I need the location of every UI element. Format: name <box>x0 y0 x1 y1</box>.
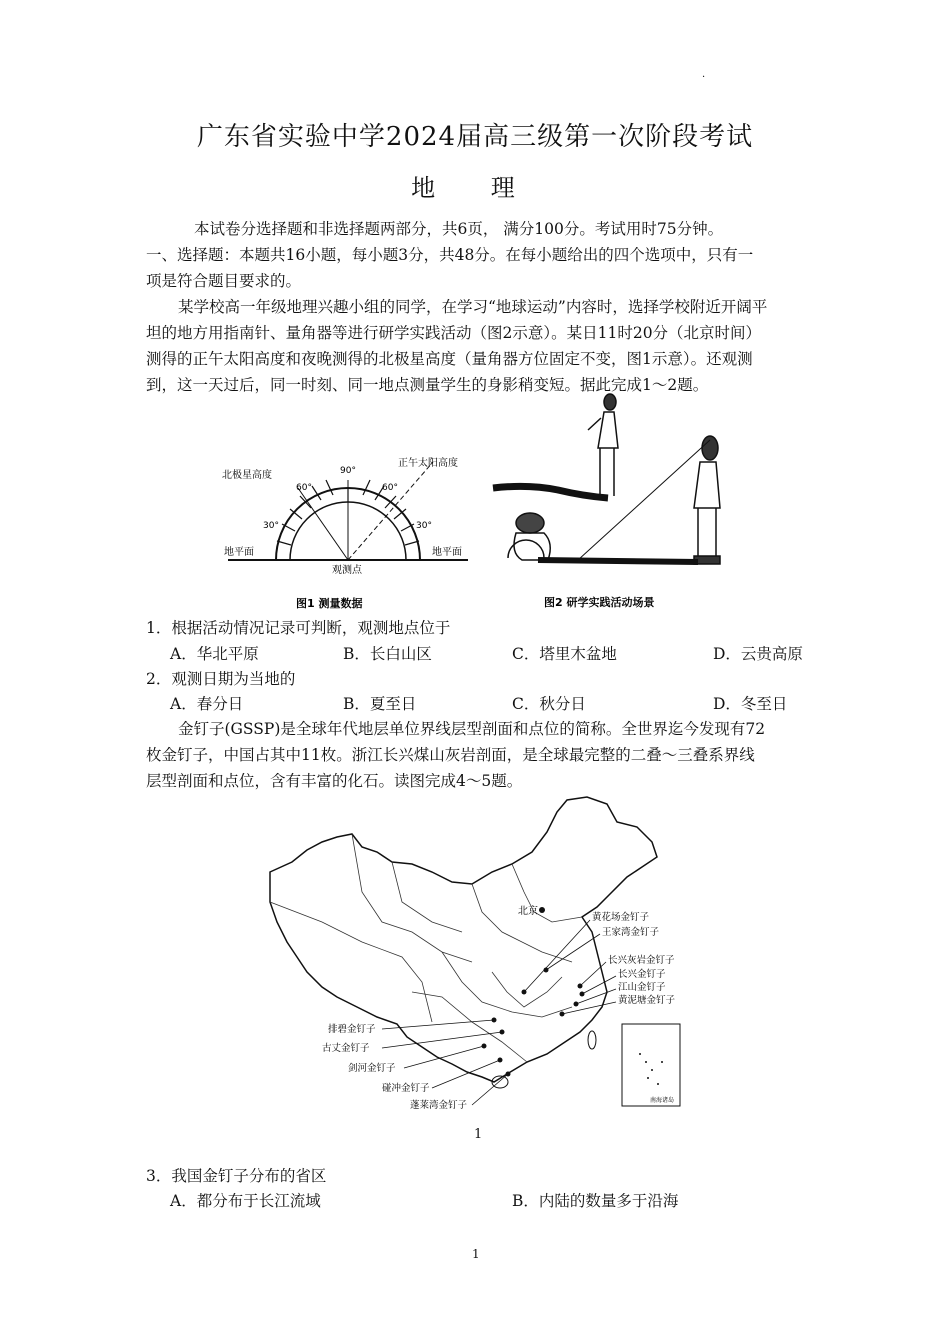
passage1-line: 测得的正午太阳高度和夜晚测得的北极星高度（量角器方位固定不变，图1示意）。还观测 <box>146 350 753 368</box>
passage1-line: 某学校高一年级地理兴趣小组的同学，在学习“地球运动”内容时，选择学校附近开阔平 <box>178 298 768 316</box>
page-number: 1 <box>472 1247 480 1261</box>
subject-title: 地 理 <box>411 174 539 202</box>
gssp-label: 黄花场金钉子 <box>592 912 650 923</box>
q2-option-d[interactable]: D．冬至日 <box>713 695 788 713</box>
figure2-scene <box>488 388 728 616</box>
gssp-label: 碰冲金钉子 <box>382 1083 430 1094</box>
intro-text: 本试卷分选择题和非选择题两部分，共6页， 满分100分。考试用时75分钟。 <box>194 220 724 238</box>
label-deg-30-right: 30° <box>416 521 432 531</box>
label-horizon-right: 地平面 <box>432 547 462 558</box>
passage1-line: 到，这一天过后，同一时刻、同一地点测量学生的身影稍变短。据此完成1～2题。 <box>146 376 709 394</box>
china-gssp-map <box>262 792 702 1112</box>
exam-title: 广东省实验中学2024届高三级第一次阶段考试 <box>196 122 754 152</box>
student-shadow <box>538 560 698 562</box>
q3-option-b[interactable]: B．内陆的数量多于沿海 <box>512 1192 679 1210</box>
beijing-marker <box>539 907 545 913</box>
gssp-label: 黄泥塘金钉子 <box>618 995 676 1006</box>
gssp-label: 古丈金钉子 <box>322 1043 370 1054</box>
section1-line2: 项是符合题目要求的。 <box>146 272 302 290</box>
figure1-protractor <box>218 440 478 615</box>
gssp-label: 蓬莱湾金钉子 <box>410 1100 468 1111</box>
figure1-caption: 图1 测量数据 <box>296 597 363 610</box>
student-shadow <box>493 486 608 498</box>
figure2-caption: 图2 研学实践活动场景 <box>544 596 655 609</box>
student-figure <box>694 436 720 564</box>
label-noon-sun: 正午太阳高度 <box>398 458 458 469</box>
q3-stem: 3．我国金钉子分布的省区 <box>146 1167 327 1185</box>
taiwan-island <box>588 1031 596 1049</box>
label-polaris: 北极星高度 <box>222 470 272 481</box>
q1-option-d[interactable]: D．云贵高原 <box>713 645 803 663</box>
polaris-angle-line <box>298 488 348 560</box>
label-deg-60-right: 60° <box>382 483 398 493</box>
province-borders <box>270 834 582 1062</box>
gssp-label: 江山金钉子 <box>618 982 666 993</box>
beijing-label: 北京 <box>518 906 538 917</box>
passage1-line: 坦的地方用指南针、量角器等进行研学实践活动（图2示意）。某日11时20分（北京时间） <box>146 324 762 342</box>
q2-option-c[interactable]: C．秋分日 <box>512 695 586 713</box>
passage2-line: 枚金钉子，中国占其中11枚。浙江长兴煤山灰岩剖面，是全球最完整的二叠～三叠系界线 <box>146 746 755 764</box>
inset-label: 南海诸岛 <box>650 1097 675 1104</box>
inset-islands <box>639 1053 663 1085</box>
q1-stem: 1．根据活动情况记录可判断，观测地点位于 <box>146 619 451 637</box>
q2-option-b[interactable]: B．夏至日 <box>343 695 417 713</box>
noon-sun-angle-line <box>348 462 433 560</box>
header-dot: · <box>702 72 706 83</box>
leader-lines <box>382 920 616 1105</box>
crouching-student <box>508 513 550 560</box>
q2-option-a[interactable]: A．春分日 <box>170 695 244 713</box>
q1-option-a[interactable]: A．华北平原 <box>170 645 259 663</box>
gssp-label: 剑河金钉子 <box>348 1063 396 1074</box>
q3-option-a[interactable]: A．都分布于长江流域 <box>170 1192 321 1210</box>
passage2-line: 金钉子(GSSP)是全球年代地层单位界线层型剖面和点位的简称。全世界迄今发现有72 <box>178 720 766 738</box>
label-deg-90: 90° <box>340 466 356 476</box>
gssp-label: 王家湾金钉子 <box>602 927 660 938</box>
label-horizon-left: 地平面 <box>224 547 254 558</box>
south-china-sea-inset <box>622 1024 680 1106</box>
gssp-label: 长兴灰岩金钉子 <box>608 955 675 966</box>
map-figure-number: 1 <box>474 1127 483 1142</box>
label-deg-60-left: 60° <box>296 483 312 493</box>
q2-stem: 2．观测日期为当地的 <box>146 670 296 688</box>
q1-option-b[interactable]: B．长白山区 <box>343 645 432 663</box>
section1-line1: 一、选择题：本题共16小题，每小题3分，共48分。在每小题给出的四个选项中，只有一 <box>146 246 754 264</box>
student-figure <box>588 394 618 496</box>
label-observer: 观测点 <box>332 565 362 576</box>
label-deg-30-left: 30° <box>263 521 279 531</box>
passage2-line: 层型剖面和点位，含有丰富的化石。读图完成4～5题。 <box>146 772 523 790</box>
gssp-label: 长兴金钉子 <box>618 969 666 980</box>
q1-option-c[interactable]: C．塔里木盆地 <box>512 645 617 663</box>
china-outline <box>270 797 657 1082</box>
gssp-label: 排碧金钉子 <box>328 1024 376 1035</box>
